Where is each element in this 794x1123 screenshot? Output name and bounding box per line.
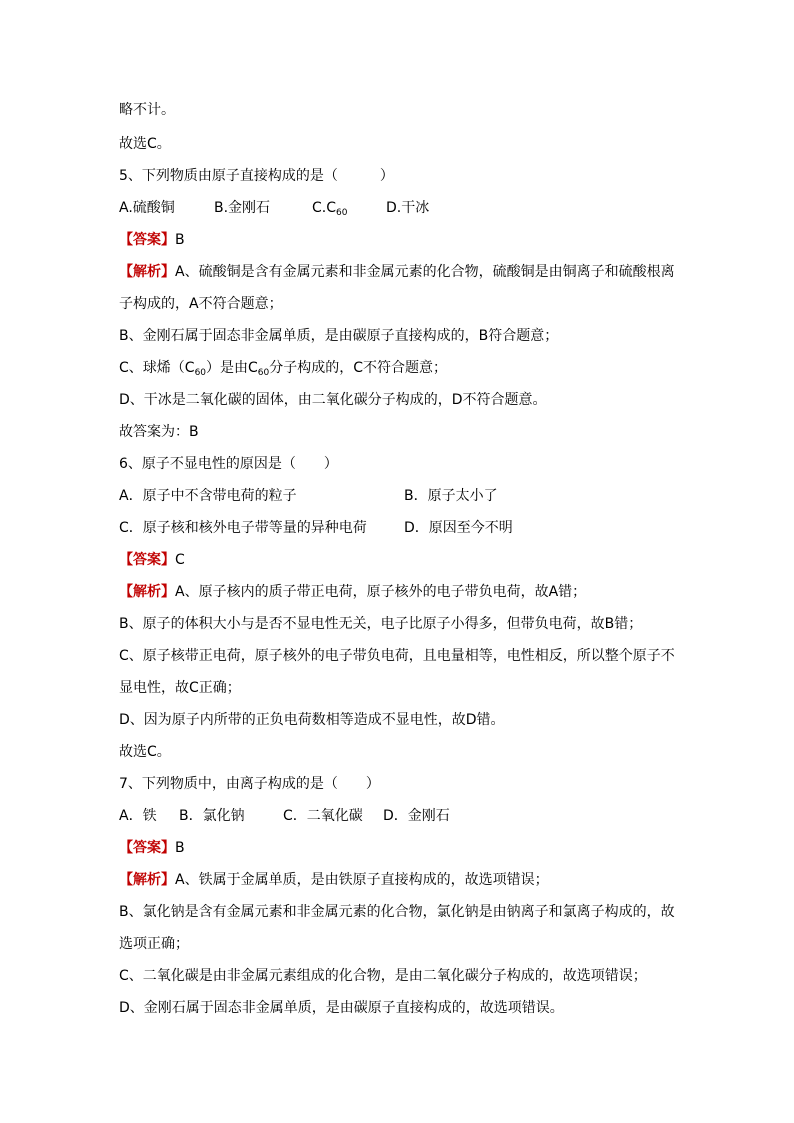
- text-line: 故答案为：B: [119, 424, 199, 440]
- option-b: B．原子太小了: [404, 488, 498, 504]
- subscript: 60: [336, 208, 348, 218]
- analysis-line: 【解析】A、铁属于金属单质，是由铁原子直接构成的，故选项错误；: [119, 872, 549, 888]
- option-c: C．二氧化碳: [283, 808, 363, 824]
- question-6: 6、原子不显电性的原因是（ ）: [119, 456, 338, 472]
- question-6-options-row1: [119, 486, 498, 506]
- text-line: C、原子核带正电荷，原子核外的电子带负电荷，且电量相等，电性相反，所以整个原子不: [119, 648, 675, 664]
- text-line: B、氯化钠是含有金属元素和非金属元素的化合物，氯化钠是由钠离子和氯离子构成的，故: [119, 904, 675, 920]
- question-7-options: [119, 806, 450, 826]
- answer-label: 【答案】: [119, 552, 175, 568]
- option-d: D.干冰: [386, 200, 430, 216]
- text-line: 显电性，故C正确；: [119, 680, 241, 696]
- text-line: C、球烯$(C_{60})$是由$C_{60}$分子构成的，C不符合题意；: [119, 360, 448, 378]
- question-7: 7、下列物质中，由离子构成的是（ ）: [119, 776, 380, 792]
- text-line: 选项正确；: [119, 936, 189, 952]
- question-5: 5、下列物质由原子直接构成的是（ ）: [119, 168, 394, 184]
- answer-line: 【答案】B: [119, 840, 185, 856]
- option-b: B．氯化钠: [179, 808, 245, 824]
- text-line: D、金刚石属于固态非金属单质，是由碳原子直接构成的，故选项错误。: [119, 1000, 564, 1016]
- option-d: D．原因至今不明: [404, 520, 513, 536]
- text-line: B、原子的体积大小与是否不显电性无关，电子比原子小得多，但带负电荷，故B错；: [119, 616, 643, 632]
- question-5-options: [119, 198, 429, 218]
- option-d: D．金刚石: [383, 808, 450, 824]
- text-line: D、干冰是二氧化碳的固体，由二氧化碳分子构成的，D不符合题意。: [119, 392, 547, 408]
- analysis-label: 【解析】: [119, 872, 175, 888]
- answer-label: 【答案】: [119, 840, 175, 856]
- analysis-line: 【解析】A、硫酸铜是含有金属元素和非金属元素的化合物，硫酸铜是由铜离子和硫酸根离: [119, 264, 675, 280]
- option-a: A．原子中不含带电荷的粒子: [119, 488, 297, 504]
- text-line: D、因为原子内所带的正负电荷数相等造成不显电性，故D错。: [119, 712, 505, 728]
- question-6-options-row2: [119, 518, 513, 538]
- analysis-label: 【解析】: [119, 584, 175, 600]
- text-line: C、二氧化碳是由非金属元素组成的化合物，是由二氧化碳分子构成的，故选项错误；: [119, 968, 647, 984]
- text-line: 子构成的，A不符合题意；: [119, 296, 283, 312]
- option-c: $C.C_{60}$: [312, 200, 348, 218]
- text-line: 故选C。: [119, 136, 171, 152]
- option-c: C．原子核和核外电子带等量的异种电荷: [119, 520, 367, 536]
- text-line: B、金刚石属于固态非金属单质，是由碳原子直接构成的，B符合题意；: [119, 328, 559, 344]
- answer-line: 【答案】C: [119, 552, 185, 568]
- text-line: 略不计。: [119, 102, 175, 118]
- analysis-label: 【解析】: [119, 264, 175, 280]
- analysis-line: 【解析】A、原子核内的质子带正电荷，原子核外的电子带负电荷，故A错；: [119, 584, 587, 600]
- option-a: A．铁: [119, 808, 157, 824]
- text-line: 故选C。: [119, 744, 171, 760]
- answer-label: 【答案】: [119, 232, 175, 248]
- option-b: B.金刚石: [214, 200, 271, 216]
- answer-line: 【答案】B: [119, 232, 185, 248]
- option-a: A.硫酸铜: [119, 200, 175, 216]
